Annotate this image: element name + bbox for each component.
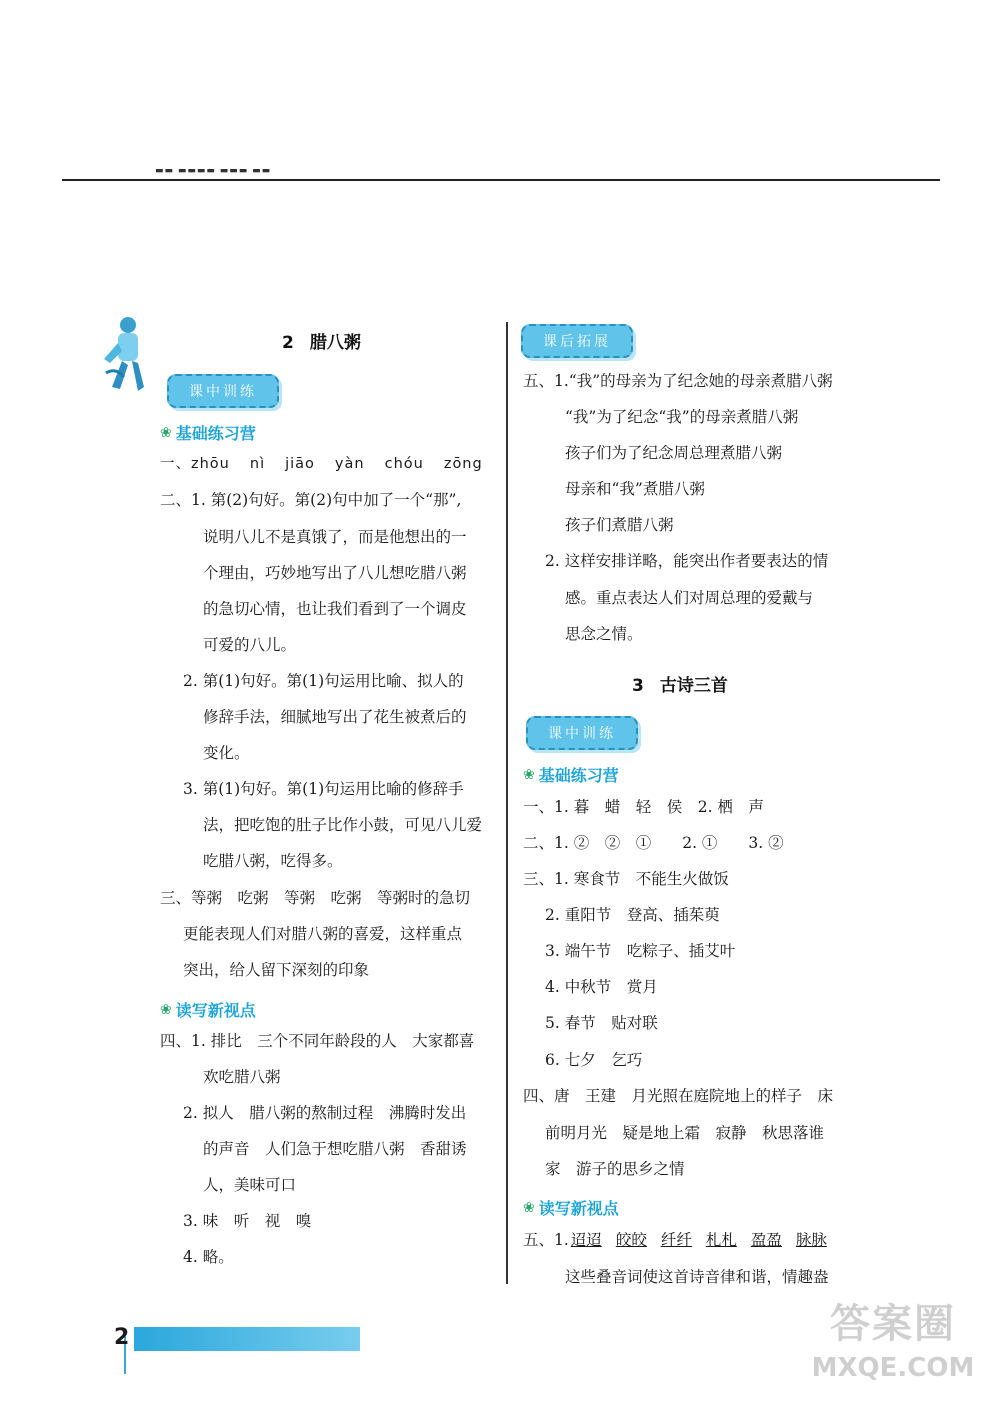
leaf-icon: ❀ [160,1001,172,1018]
answer-line: 二、1. 第(2)句好。第(2)句中加了一个“那”, [160,491,462,509]
answer-line: 个理由，巧妙地写出了八儿想吃腊八粥 [203,564,467,582]
answer-line: 吃腊八粥，吃得多。 [203,852,343,870]
answer-line: 前明月光 疑是地上霜 寂静 秋思落谁 [545,1124,825,1142]
section-basic-practice: ❀ 基础练习营 [523,766,619,785]
answer-line: 三、1. 寒食节 不能生火做饭 [523,870,729,888]
answer-line: 3. 第(1)句好。第(1)句运用比喻的修辞手 [183,780,464,798]
answer-line: “我”为了纪念“我”的母亲煮腊八粥 [565,408,799,426]
answer-line: 人，美味可口 [203,1176,297,1194]
answer-line: 2. 第(1)句好。第(1)句运用比喻、拟人的 [183,672,464,690]
answer-line: 法，把吃饱的肚子比作小鼓，可见八儿爱 [203,816,483,834]
badge-in-class-training: 课中训练 [167,374,279,408]
answer-line: 孩子们煮腊八粥 [565,516,674,534]
badge-in-class-training: 课中训练 [526,716,638,750]
section-reading-writing: ❀ 读写新视点 [523,1199,619,1218]
section-reading-writing: ❀ 读写新视点 [160,1001,256,1020]
watermark: 答案圈 MXQE.COM [811,1301,975,1383]
answer-line: 母亲和“我”煮腊八粥 [565,480,705,498]
leaf-icon: ❀ [523,766,535,783]
page-number: 2 [114,1325,130,1350]
leaf-icon: ❀ [160,424,172,441]
answer-line: 3. 味 听 视 嗅 [183,1212,312,1230]
footer-bar [134,1327,360,1351]
column-divider [506,322,508,1284]
reduplicated-words-row: 五、1. 迢迢 皎皎 纤纤 札札 盈盈 脉脉 [523,1231,827,1249]
answer-line: 思念之情。 [565,625,643,643]
badge-after-class-extension: 课后拓展 [521,324,633,358]
answer-line: 2. 这样安排详略，能突出作者要表达的情 [545,552,829,570]
lesson-title-2: 2 腊八粥 [282,333,361,353]
answer-line: 四、1. 排比 三个不同年龄段的人 大家都喜 [160,1032,475,1050]
answer-line: 孩子们为了纪念周总理煮腊八粥 [565,444,783,462]
mascot-figure [98,313,148,403]
answer-line: 3. 端午节 吃粽子、插艾叶 [545,942,736,960]
answer-line: 欢吃腊八粥 [203,1068,281,1086]
answer-line: 更能表现人们对腊八粥的喜爱，这样重点 [183,925,463,943]
answer-line: 可爱的八儿。 [203,636,297,654]
answer-line: 4. 中秋节 赏月 [545,978,658,996]
answer-line: 6. 七夕 乞巧 [545,1051,643,1069]
pinyin-row: 一、zhōu nì jiāo yàn chóu zōng [160,456,483,472]
answer-line: 4. 略。 [183,1248,234,1266]
answer-line: 突出，给人留下深刻的印象 [183,961,370,979]
answer-line: 的急切心情，也让我们看到了一个调皮 [203,600,467,618]
answer-line: 四、唐 王建 月光照在庭院地上的样子 床 [523,1087,834,1105]
lesson-title-3: 3 古诗三首 [632,676,728,696]
answer-line: 三、等粥 吃粥 等粥 吃粥 等粥时的急切 [160,889,471,907]
answer-line: 2. 拟人 腊八粥的熬制过程 沸腾时发出 [183,1104,467,1122]
answer-line: 感。重点表达人们对周总理的爱戴与 [565,589,814,607]
leaf-icon: ❀ [523,1199,535,1216]
answer-line: 一、1. 暮 蜡 轻 侯 2. 栖 声 [523,798,764,816]
answer-line: 5. 春节 贴对联 [545,1014,658,1032]
answer-line: 二、1. ② ② ① 2. ① 3. ② [523,834,784,852]
answer-line: 五、1.“我”的母亲为了纪念她的母亲煮腊八粥 [523,372,833,390]
answer-line: 的声音 人们急于想吃腊八粥 香甜诱 [203,1140,467,1158]
answer-line: 家 游子的思乡之情 [545,1160,685,1178]
running-header: ▬▬ ▬▬▬▬ ▬▬▬ ▬▬ [155,166,272,176]
section-basic-practice: ❀ 基础练习营 [160,424,256,443]
answer-line: 2. 重阳节 登高、插茱萸 [545,906,720,924]
answer-line: 这些叠音词使这首诗音律和谐，情趣盎 [565,1268,829,1286]
answer-line: 修辞手法，细腻地写出了花生被煮后的 [203,708,467,726]
header-rule [62,179,940,181]
answer-line: 说明八儿不是真饿了，而是他想出的一 [203,528,467,546]
answer-line: 变化。 [203,744,250,762]
